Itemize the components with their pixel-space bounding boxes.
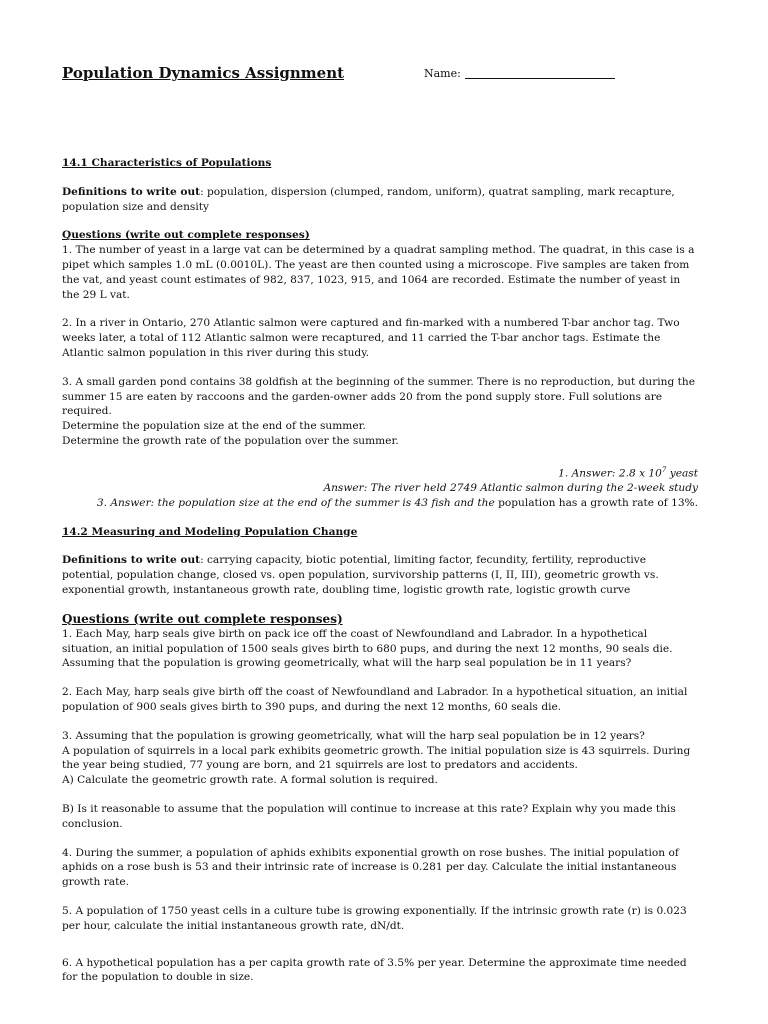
question-14-2-3: 3. Assuming that the population is growing geometrically, what will the harp seal population be in 12 years? <box>62 729 645 742</box>
section-heading-14-1: 14.1 Characteristics of Populations <box>62 157 272 169</box>
definitions-text: : carrying capacity, biotic potential, limiting factor, fecundity, fertility, reproductive potential, population change, closed vs. open population, survivorship patterns (I, II, III), geometric growth vs. exponential growth, instantaneous growth rate, doubling time, logistic growth rate, logistic growth curve <box>62 554 659 597</box>
question-14-2-5: 5. A population of 1750 yeast cells in a culture tube is growing exponentially. If the intrinsic growth rate (r) is 0.023 per hour, calculate the initial instantaneous growth rate, dN/dt. <box>62 905 687 932</box>
answer-2: Answer: The river held 2749 Atlantic salmon during the 2-week study <box>323 482 698 495</box>
question-14-2-3-part-b: B) Is it reasonable to assume that the population will continue to increase at this rate? Explain why you made this conclusion. <box>62 803 676 830</box>
definitions-14-2 <box>62 553 698 597</box>
question-14-1-3b: Determine the growth rate of the population over the summer. <box>62 434 399 447</box>
name-field <box>424 67 615 80</box>
document-body <box>62 156 698 985</box>
question-14-1-2: 2. In a river in Ontario, 270 Atlantic salmon were captured and fin-marked with a numbered T-bar anchor tag. Two weeks later, a total of 112 Atlantic salmon were recaptured, and 11 carried the T-bar anchor tags. Estimate the Atlantic salmon population in this river during this study. <box>62 317 680 359</box>
section-heading-14-2: 14.2 Measuring and Modeling Population Change <box>62 525 358 538</box>
question-14-1-3a: Determine the population size at the end of the summer. <box>62 420 366 433</box>
definitions-text: : population, dispersion (clumped, random, uniform), quatrat sampling, mark recapture, population size and density <box>62 185 675 213</box>
question-14-2-3-squirrels: A population of squirrels in a local park exhibits geometric growth. The initial population size is 43 squirrels. During the year being studied, 77 young are born, and 21 squirrels are lost to predators and accidents. <box>62 744 691 772</box>
questions-heading-14-2: Questions (write out complete responses) <box>62 611 343 626</box>
questions-heading-14-1: Questions (write out complete responses) <box>62 229 310 242</box>
definitions-label: Definitions to write out <box>62 554 201 567</box>
name-label: Name: <box>424 67 461 80</box>
answer-3: 3. Answer: the population size at the end of the summer is 43 fish and the population has a growth rate of 13%. <box>96 496 698 509</box>
definitions-label: Definitions to write out <box>62 185 201 198</box>
question-14-2-3-part-a: A) Calculate the geometric growth rate. A formal solution is required. <box>62 774 438 787</box>
answer-1: 1. Answer: 2.8 x $10^7$ yeast <box>558 465 698 480</box>
question-14-2-4: 4. During the summer, a population of aphids exhibits exponential growth on rose bushes. The initial population of aphids on a rose bush is 53 and their intrinsic rate of increase is 0.281 per day. Calculate the initial instantaneous growth rate. <box>62 846 679 889</box>
definitions-14-1 <box>62 185 698 215</box>
question-14-1-1: 1. The number of yeast in a large vat can be determined by a quadrat sampling method. The quadrat, in this case is a pipet which samples 1.0 mL (0.0010L). The yeast are then counted using a microscope. Five samples are taken from the vat, and yeast count estimates of 982, 837, 1023, 915, and 1064 are recorded. Estimate the number of yeast in the 29 L vat. <box>62 244 695 301</box>
name-blank-line <box>465 78 615 79</box>
question-14-2-1: 1. Each May, harp seals give birth on pack ice off the coast of Newfoundland and Labrador. In a hypothetical situation, an initial population of 1500 seals gives birth to 680 pups, and during the next 12 months, 90 seals die. Assuming that the population is growing geometrically, what will the harp seal population be in 11 years? <box>62 627 673 670</box>
answer-key <box>62 463 698 511</box>
document-title: Population Dynamics Assignment <box>62 64 345 82</box>
question-14-2-2: 2. Each May, harp seals give birth off the coast of Newfoundland and Labrador. In a hypothetical situation, an initial population of 900 seals gives birth to 390 pups, and during the next 12 months, 60 seals die. <box>62 686 688 714</box>
question-14-1-3: 3. A small garden pond contains 38 goldfish at the beginning of the summer. There is no reproduction, but during the summer 15 are eaten by raccoons and the garden-owner adds 20 from the pond supply store. Full solutions are required. <box>62 375 695 418</box>
question-14-2-6: 6. A hypothetical population has a per capita growth rate of 3.5% per year. Determine the approximate time needed for the population to double in size. <box>62 956 687 984</box>
